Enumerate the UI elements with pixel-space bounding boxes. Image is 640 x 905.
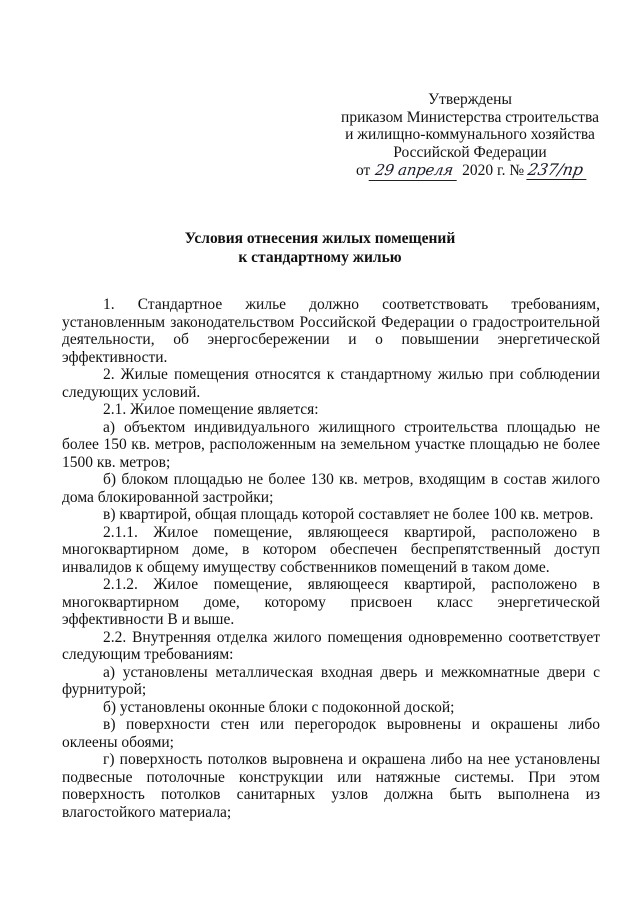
paragraph-2: 2. Жилые помещения относятся к стандартному жилью при соблюдении следующих условий. xyxy=(62,366,600,401)
paragraph-2-2: 2.2. Внутренняя отделка жилого помещения одновременно соответствует следующим требованиям: xyxy=(62,628,600,663)
document-body xyxy=(62,296,600,821)
approval-block xyxy=(330,91,610,181)
paragraph-1: 1. Стандартное жилье должно соответствовать требованиям, установленным законодательством Российской Федерации о градостроительной деятельности, об энергосбережении и о повышении энергетической эффективности. xyxy=(62,296,600,366)
paragraph-2-1-2: 2.1.2. Жилое помещение, являющееся квартирой, расположено в многоквартирном доме, которому присвоен класс энергетической эффективности В и выше. xyxy=(62,576,600,628)
paragraph-2-2-a: а) установлены металлическая входная дверь и межкомнатные двери с фурнитурой; xyxy=(62,663,600,698)
approval-ministry-line: приказом Министерства строительства xyxy=(341,108,599,126)
paragraph-2-1-b: б) блоком площадью не более 130 кв. метров, входящим в состав жилого дома блокированной застройки; xyxy=(62,471,600,506)
document-title xyxy=(0,229,640,267)
paragraph-2-2-b: б) установлены оконные блоки с подоконной доской; xyxy=(103,698,455,716)
handwritten-date: 29 апреля xyxy=(369,162,460,181)
paragraph-2-1-1: 2.1.1. Жилое помещение, являющееся квартирой, расположено в многоквартирном доме, в котором обеспечен беспрепятственный доступ инвалидов к общему имуществу собственников помещений в таком доме. xyxy=(62,523,600,576)
approval-ministry-line-2: и жилищно-коммунального хозяйства xyxy=(345,126,595,143)
paragraph-2-2-v: в) поверхности стен или перегородок выровнены и окрашены либо оклеены обоями; xyxy=(62,716,600,751)
paragraph-2-1-a: а) объектом индивидуального жилищного строительства площадью не более 150 кв. метров, расположенным на земельном участке площадью не более 1500 кв. метров; xyxy=(62,418,600,471)
title-line-1: Условия отнесения жилых помещений xyxy=(184,230,456,247)
handwritten-order-number: 237/пр xyxy=(526,161,589,180)
order-year-label: 2020 г. № xyxy=(462,162,525,179)
title-line-2: к стандартному жилью xyxy=(238,249,402,266)
paragraph-2-1-v: в) квартирой, общая площадь которой составляет не более 100 кв. метров. xyxy=(103,506,594,523)
order-date-number-line xyxy=(334,161,610,181)
approval-country-line: Российской Федерации xyxy=(393,143,547,161)
approval-title: Утверждены xyxy=(428,91,512,108)
paragraph-2-1: 2.1. Жилое помещение является: xyxy=(103,401,319,418)
paragraph-2-2-g: г) поверхность потолков выровнена и окрашена либо на нее установлены подвесные потолочные конструкции или натяжные системы. При этом поверхность потолков санитарных узлов должна быть выполнена из влагостойкого материала; xyxy=(62,751,600,821)
order-from-label: от xyxy=(355,162,371,179)
